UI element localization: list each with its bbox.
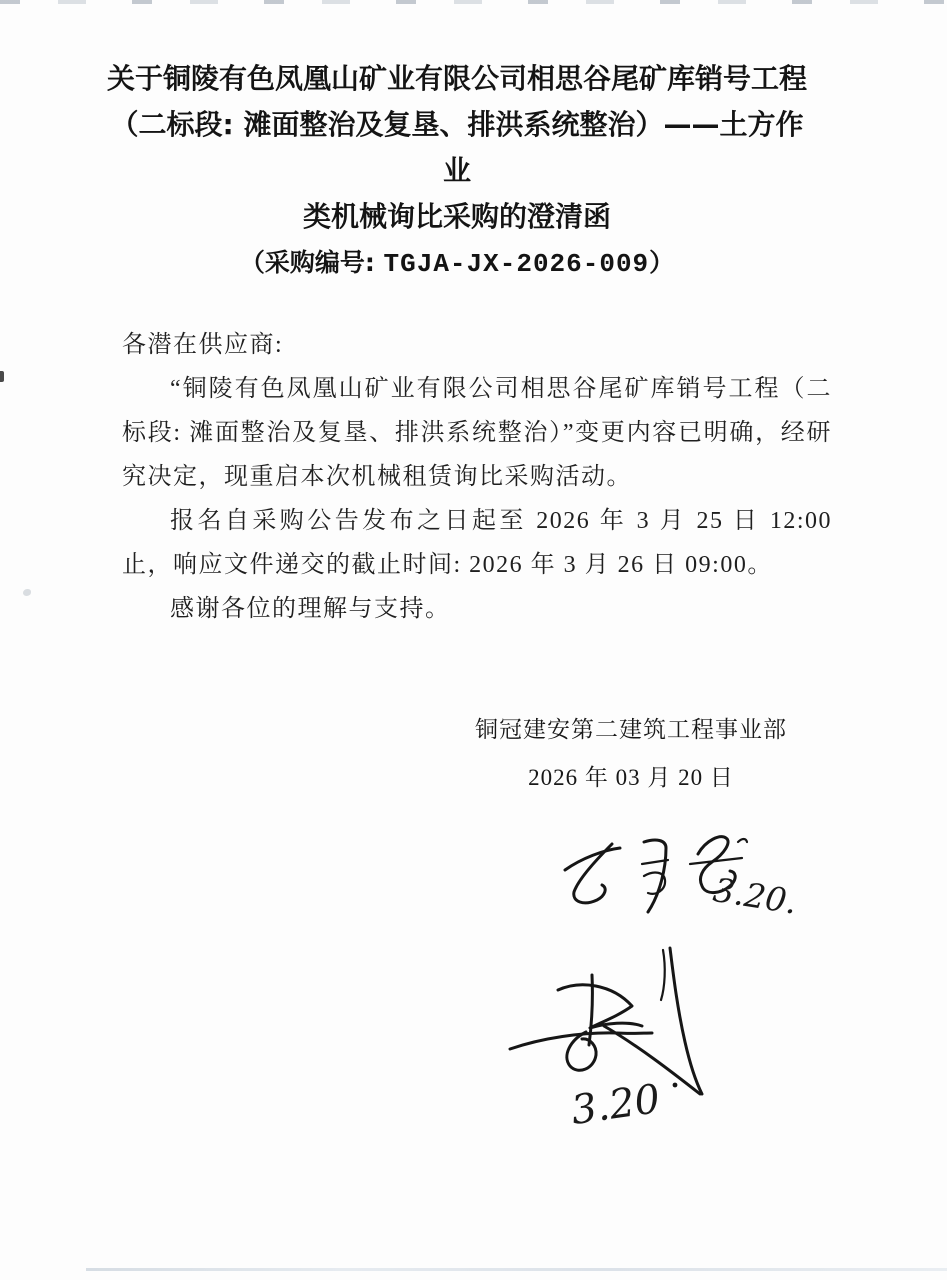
procurement-number-prefix: （采购编号: <box>239 248 384 277</box>
letter-body <box>122 323 832 631</box>
signature-2-date: 3.20 <box>568 1076 663 1134</box>
handwritten-signature-1 <box>552 830 802 922</box>
scan-artifact-left-speck <box>0 371 4 382</box>
signature-2-scribble <box>510 948 702 1094</box>
paragraph-deadlines: 报名自采购公告发布之日起至 2026 年 3 月 25 日 12:00 止，响应文件递交的截止时间: 2026 年 3 月 26 日 09:00。 <box>122 508 832 578</box>
signature-1-date: 3.20. <box>710 870 800 922</box>
procurement-number-suffix: ） <box>649 248 675 277</box>
procurement-number-line <box>102 240 812 287</box>
scan-artifact-top-edge <box>0 0 947 4</box>
title-line-2: （二标段: 滩面整治及复垦、排洪系统整治）——土方作业 <box>110 108 804 187</box>
procurement-number-code: TGJA-JX-2026-009 <box>383 249 650 279</box>
paragraph-reopen-notice: “铜陵有色凤凰山矿业有限公司相思谷尾矿库销号工程（二标段: 滩面整治及复垦、排洪系统整治）”变更内容已明确，经研究决定，现重启本次机械租赁询比采购活动。 <box>122 376 832 490</box>
signoff-block <box>475 716 787 791</box>
issue-date: 2026 年 03 月 20 日 <box>528 765 734 790</box>
salutation: 各潜在供应商: <box>122 332 284 358</box>
issuing-department: 铜冠建安第二建筑工程事业部 <box>475 717 787 742</box>
title-line-1: 关于铜陵有色凤凰山矿业有限公司相思谷尾矿库销号工程 <box>106 62 807 95</box>
document-title <box>102 56 812 287</box>
title-line-3: 类机械询比采购的澄清函 <box>302 200 611 233</box>
signature-2-ink-dot <box>673 1083 678 1088</box>
scan-artifact-bottom-edge <box>86 1268 947 1271</box>
handwritten-signature-2 <box>492 942 722 1154</box>
document-content <box>0 0 947 631</box>
paragraph-thanks: 感谢各位的理解与支持。 <box>170 596 451 622</box>
